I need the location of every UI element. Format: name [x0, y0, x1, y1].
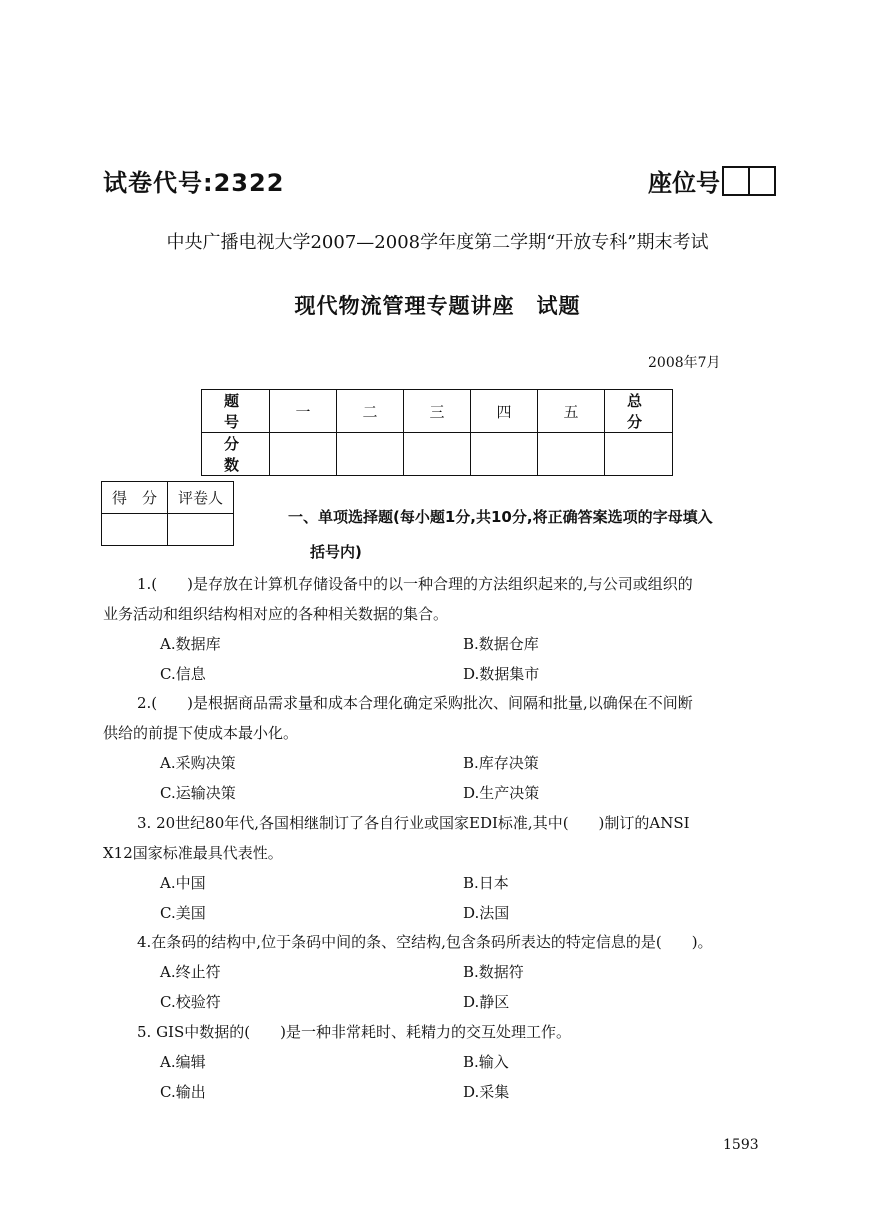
question-3-option-d: D.法国 [463, 904, 510, 922]
score-table-cell: 五 [538, 390, 605, 433]
score-table-cell: 四 [471, 390, 538, 433]
page-number: 1593 [723, 1137, 759, 1153]
question-5-option-a: A.编辑 [160, 1053, 206, 1071]
score-input-cell[interactable] [270, 433, 337, 476]
score-input-cell[interactable] [337, 433, 404, 476]
question-2-line-1: 2.( )是根据商品需求量和成本合理化确定采购批次、间隔和批量,以确保在不间断 [137, 694, 693, 712]
question-1-line-1: 1.( )是存放在计算机存储设备中的以一种合理的方法组织起来的,与公司或组织的 [137, 575, 693, 593]
question-5-option-d: D.采集 [463, 1083, 510, 1101]
seat-number-box[interactable] [722, 166, 776, 196]
question-2-option-d: D.生产决策 [463, 784, 540, 802]
score-table-cell: 分 数 [202, 433, 270, 476]
score-input-cell[interactable] [404, 433, 471, 476]
exam-title: 现代物流管理专题讲座 试题 [294, 294, 581, 318]
question-1-option-b: B.数据仓库 [463, 635, 539, 653]
question-3-option-a: A.中国 [160, 874, 206, 892]
seat-label: 座位号 [648, 169, 720, 197]
question-5-line-1: 5. GIS中数据的( )是一种非常耗时、耗精力的交互处理工作。 [137, 1023, 571, 1041]
question-1-option-d: D.数据集市 [463, 665, 540, 683]
university-line: 中央广播电视大学2007—2008学年度第二学期“开放专科”期末考试 [166, 232, 709, 253]
question-3-line-1: 3. 20世纪80年代,各国相继制订了各自行业或国家EDI标准,其中( )制订的ANSI [137, 814, 690, 832]
question-1-option-a: A.数据库 [160, 635, 221, 653]
question-5-option-c: C.输出 [160, 1083, 206, 1101]
score-table-header-row [202, 390, 673, 433]
question-4-option-a: A.终止符 [160, 963, 221, 981]
score-table-cell: 一 [270, 390, 337, 433]
question-5-option-b: B.输入 [463, 1053, 509, 1071]
question-4-line-1: 4.在条码的结构中,位于条码中间的条、空结构,包含条码所表达的特定信息的是( )。 [137, 933, 713, 951]
question-2-line-2: 供给的前提下使成本最小化。 [103, 724, 299, 742]
question-1-line-2: 业务活动和组织结构相对应的各种相关数据的集合。 [103, 605, 449, 623]
score-input-cell[interactable] [538, 433, 605, 476]
question-4-option-b: B.数据符 [463, 963, 524, 981]
question-1-option-c: C.信息 [160, 665, 206, 683]
question-4-option-d: D.静区 [463, 993, 510, 1011]
grader-score-cell[interactable] [102, 514, 168, 546]
seat-number [648, 163, 776, 198]
score-table-score-row [202, 433, 673, 476]
question-2-option-c: C.运输决策 [160, 784, 236, 802]
exam-date: 2008年7月 [648, 355, 721, 371]
question-3-line-2: X12国家标准最具代表性。 [103, 844, 283, 862]
score-input-cell[interactable] [605, 433, 673, 476]
score-table-cell: 题 号 [202, 390, 270, 433]
grader-name-cell[interactable] [168, 514, 234, 546]
question-3-option-c: C.美国 [160, 904, 206, 922]
grader-name-label: 评卷人 [168, 482, 234, 514]
score-input-cell[interactable] [471, 433, 538, 476]
section-heading: 一、单项选择题(每小题1分,共10分,将正确答案选项的字母填入 [288, 508, 713, 526]
score-table-cell: 二 [337, 390, 404, 433]
score-table-cell: 三 [404, 390, 471, 433]
section-heading-cont: 括号内) [310, 543, 362, 561]
score-table [201, 389, 673, 476]
question-2-option-b: B.库存决策 [463, 754, 539, 772]
paper-code: 试卷代号:2322 [103, 169, 285, 197]
question-3-option-b: B.日本 [463, 874, 509, 892]
question-2-option-a: A.采购决策 [160, 754, 236, 772]
grader-box [101, 481, 234, 546]
score-table-cell: 总 分 [605, 390, 673, 433]
question-4-option-c: C.校验符 [160, 993, 221, 1011]
grader-score-label: 得 分 [102, 482, 168, 514]
